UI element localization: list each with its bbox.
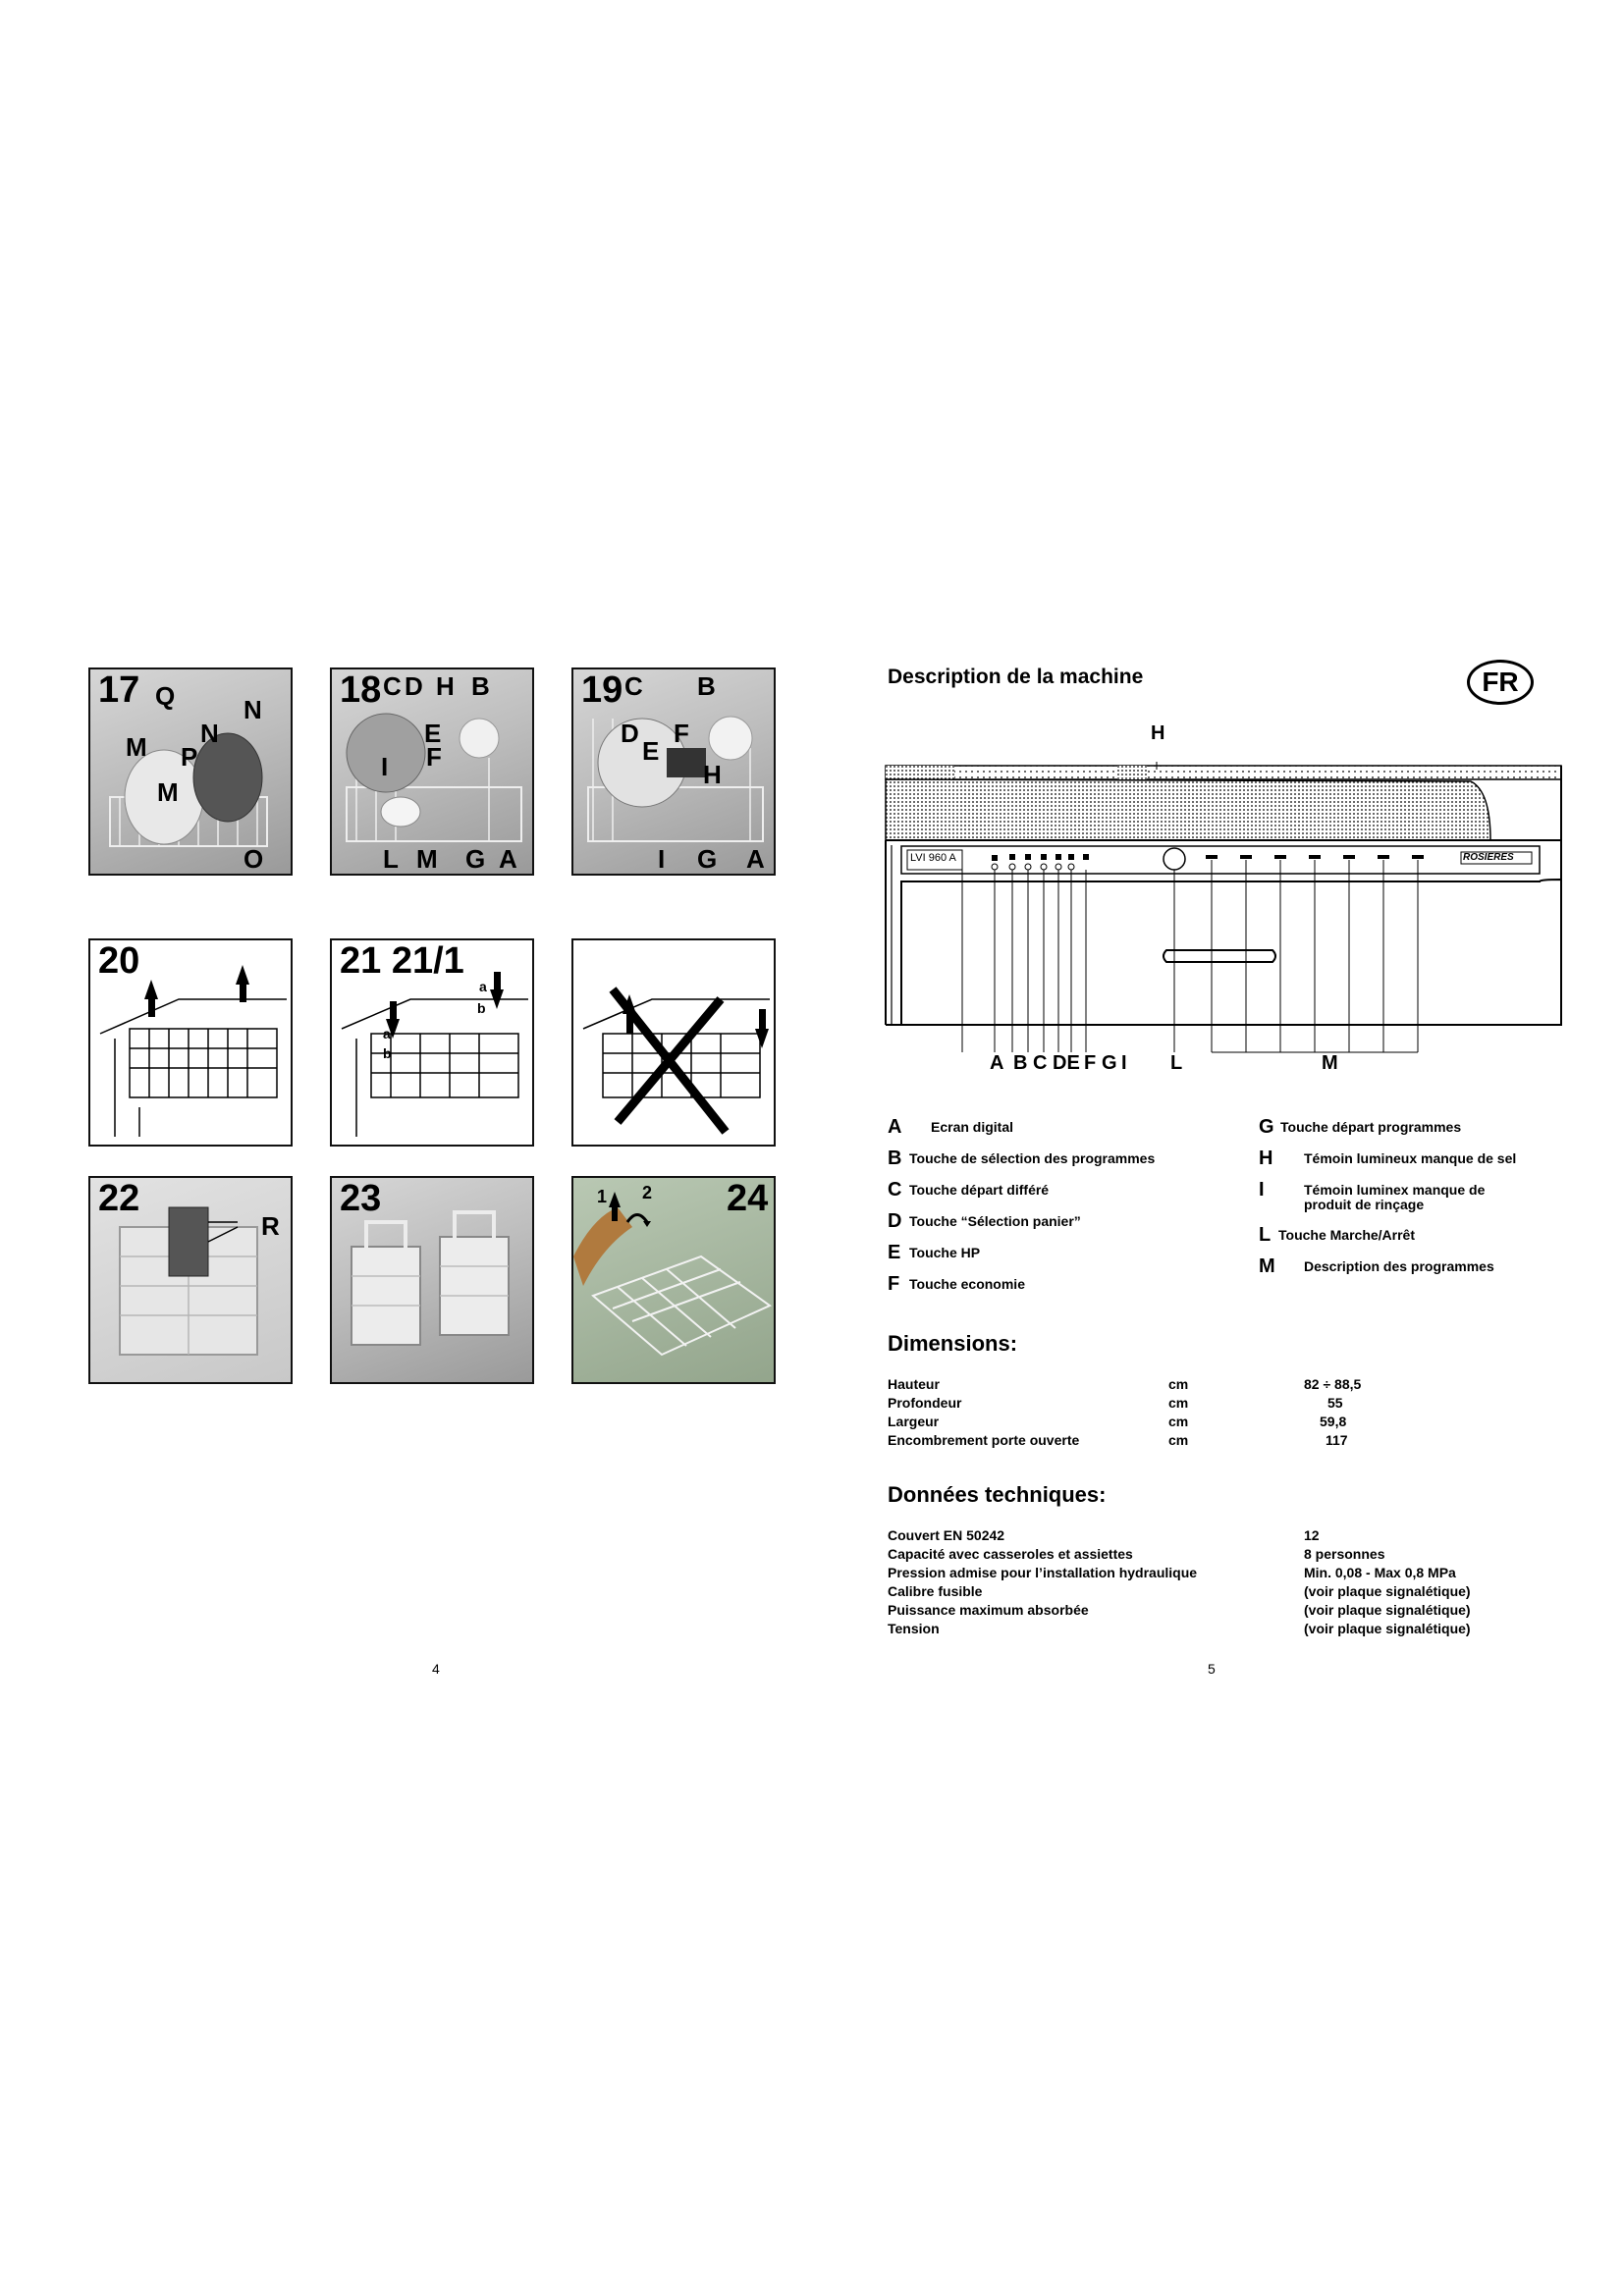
legend-key: E	[888, 1242, 901, 1263]
legend-key: B	[888, 1148, 902, 1169]
figure-number: 23	[340, 1178, 382, 1219]
axis-label: G	[1102, 1052, 1117, 1074]
callout-label: C	[383, 671, 402, 701]
technical-title: Données techniques:	[888, 1482, 1107, 1507]
callout-label: B	[471, 671, 490, 701]
figure-number: 17	[98, 669, 140, 711]
figure-22	[88, 1176, 293, 1384]
callout-label: O	[244, 844, 264, 874]
figure-incorrect-removal	[571, 938, 776, 1147]
callout-label: H	[703, 760, 722, 789]
dimension-value: 55	[1327, 1395, 1343, 1411]
legend-key: M	[1259, 1255, 1275, 1277]
callout-label: L	[383, 844, 399, 874]
dishwasher-front-drawing	[882, 722, 1565, 1076]
legend-item	[888, 1243, 980, 1262]
figure-number: 24	[727, 1178, 769, 1219]
basket-line-drawing	[573, 940, 776, 1147]
legend-key: L	[1259, 1224, 1272, 1246]
figure-21	[330, 938, 534, 1147]
legend-key: G	[1259, 1116, 1274, 1138]
legend-text: Description des programmes	[1304, 1258, 1494, 1274]
callout-label: I	[381, 752, 389, 781]
callout-label: D	[405, 671, 423, 701]
callout-label: 1	[597, 1187, 608, 1206]
technical-label: Capacité avec casseroles et assiettes	[888, 1546, 1133, 1562]
legend-item	[888, 1117, 1013, 1137]
dimension-label: Largeur	[888, 1414, 940, 1429]
callout-label: A	[746, 844, 765, 874]
legend-item	[888, 1274, 1025, 1294]
callout-label: 2	[642, 1183, 653, 1202]
figure-number: 19	[581, 669, 623, 711]
dimension-label: Encombrement porte ouverte	[888, 1432, 1080, 1448]
legend-text: Ecran digital	[931, 1119, 1014, 1135]
callout-label: N	[200, 719, 219, 748]
callout-label: M	[416, 844, 438, 874]
figure-17	[88, 667, 293, 876]
technical-value: Min. 0,08 - Max 0,8 MPa	[1304, 1565, 1456, 1580]
technical-value: (voir plaque signalétique)	[1304, 1621, 1471, 1636]
model-label: LVI 960 A	[910, 852, 956, 864]
axis-label: I	[1121, 1052, 1127, 1074]
callout-label: G	[697, 844, 718, 874]
dimension-label: Hauteur	[888, 1376, 940, 1392]
callout-label: E	[424, 719, 442, 748]
axis-label: A	[990, 1052, 1004, 1074]
axis-label: C	[1033, 1052, 1048, 1074]
dimension-unit: cm	[1168, 1414, 1189, 1429]
language-badge: FR	[1467, 660, 1534, 705]
callout-label: b	[383, 1045, 392, 1061]
technical-label: Couvert EN 50242	[888, 1527, 1005, 1543]
legend-item	[1259, 1225, 1415, 1245]
technical-label: Calibre fusible	[888, 1583, 983, 1599]
figure-23	[330, 1176, 534, 1384]
dimension-unit: cm	[1168, 1376, 1189, 1392]
dimension-unit: cm	[1168, 1432, 1189, 1448]
page-number: 5	[1208, 1661, 1216, 1677]
legend-text: Touche economie	[909, 1276, 1025, 1292]
legend-text: Touche départ différé	[909, 1182, 1050, 1198]
callout-label: H	[436, 671, 455, 701]
legend-item	[888, 1180, 1049, 1200]
legend-key: H	[1259, 1148, 1273, 1169]
callout-label: E	[642, 736, 660, 766]
figure-24	[571, 1176, 776, 1384]
callout-label: N	[244, 695, 262, 724]
legend-text: Témoin lumineux manque de sel	[1304, 1150, 1517, 1166]
top-callout-label: H	[1151, 722, 1165, 744]
control-panel-diagram	[882, 722, 1565, 1076]
axis-label: L	[1170, 1052, 1183, 1074]
technical-label: Tension	[888, 1621, 940, 1636]
legend-key: A	[888, 1116, 902, 1138]
callout-label: A	[499, 844, 517, 874]
axis-label: B	[1013, 1052, 1028, 1074]
legend-text: Touche départ programmes	[1280, 1119, 1462, 1135]
legend-key: D	[888, 1210, 902, 1232]
figure-19	[571, 667, 776, 876]
callout-label: a	[383, 1026, 391, 1041]
legend-item	[888, 1211, 1081, 1231]
legend-text: Touche de sélection des programmes	[909, 1150, 1156, 1166]
technical-value: 8 personnes	[1304, 1546, 1385, 1562]
dimensions-title: Dimensions:	[888, 1331, 1018, 1356]
technical-value: (voir plaque signalétique)	[1304, 1583, 1471, 1599]
description-title: Description de la machine	[888, 666, 1144, 688]
figure-number: 20	[98, 940, 140, 982]
legend-key: I	[1259, 1179, 1265, 1201]
legend-item	[1259, 1117, 1461, 1137]
legend-key: F	[888, 1273, 900, 1295]
brand-label: ROSIERES	[1463, 852, 1514, 863]
figure-18	[330, 667, 534, 876]
legend-text: Touche HP	[909, 1245, 981, 1260]
figure-20	[88, 938, 293, 1147]
callout-label: G	[465, 844, 486, 874]
dimension-label: Profondeur	[888, 1395, 962, 1411]
callout-label: F	[426, 742, 442, 772]
legend-item	[1259, 1256, 1494, 1276]
figure-number: 21 21/1	[340, 940, 464, 982]
dimension-value: 82 ÷ 88,5	[1304, 1376, 1362, 1392]
legend-text: Touche “Sélection panier”	[909, 1213, 1081, 1229]
callout-label: P	[181, 742, 198, 772]
callout-label: a	[479, 979, 487, 994]
figure-number: 18	[340, 669, 382, 711]
legend-text: Témoin luminex manque de produit de rinçage	[1304, 1182, 1486, 1212]
axis-label: DE	[1053, 1052, 1080, 1074]
technical-value: 12	[1304, 1527, 1320, 1543]
technical-value: (voir plaque signalétique)	[1304, 1602, 1471, 1618]
legend-text: Touche Marche/Arrêt	[1278, 1227, 1415, 1243]
legend-item	[1259, 1148, 1516, 1168]
dimension-unit: cm	[1168, 1395, 1189, 1411]
axis-label: F	[1084, 1052, 1097, 1074]
technical-label: Pression admise pour l’installation hydraulique	[888, 1565, 1198, 1580]
page-number: 4	[432, 1661, 440, 1677]
axis-label: M	[1322, 1052, 1338, 1074]
callout-label: R	[261, 1211, 280, 1241]
callout-label: C	[624, 671, 643, 701]
legend-key: C	[888, 1179, 902, 1201]
legend-item	[888, 1148, 1155, 1168]
callout-label: B	[697, 671, 716, 701]
callout-label: F	[674, 719, 689, 748]
callout-label: M	[157, 777, 179, 807]
callout-label: b	[477, 1000, 486, 1016]
legend-item	[1259, 1180, 1490, 1212]
callout-label: D	[621, 719, 639, 748]
callout-label: I	[658, 844, 666, 874]
technical-label: Puissance maximum absorbée	[888, 1602, 1089, 1618]
dimension-value: 59,8	[1320, 1414, 1347, 1429]
callout-label: M	[126, 732, 147, 762]
figure-number: 22	[98, 1178, 140, 1219]
dimension-value: 117	[1326, 1432, 1348, 1448]
callout-label: Q	[155, 681, 176, 711]
